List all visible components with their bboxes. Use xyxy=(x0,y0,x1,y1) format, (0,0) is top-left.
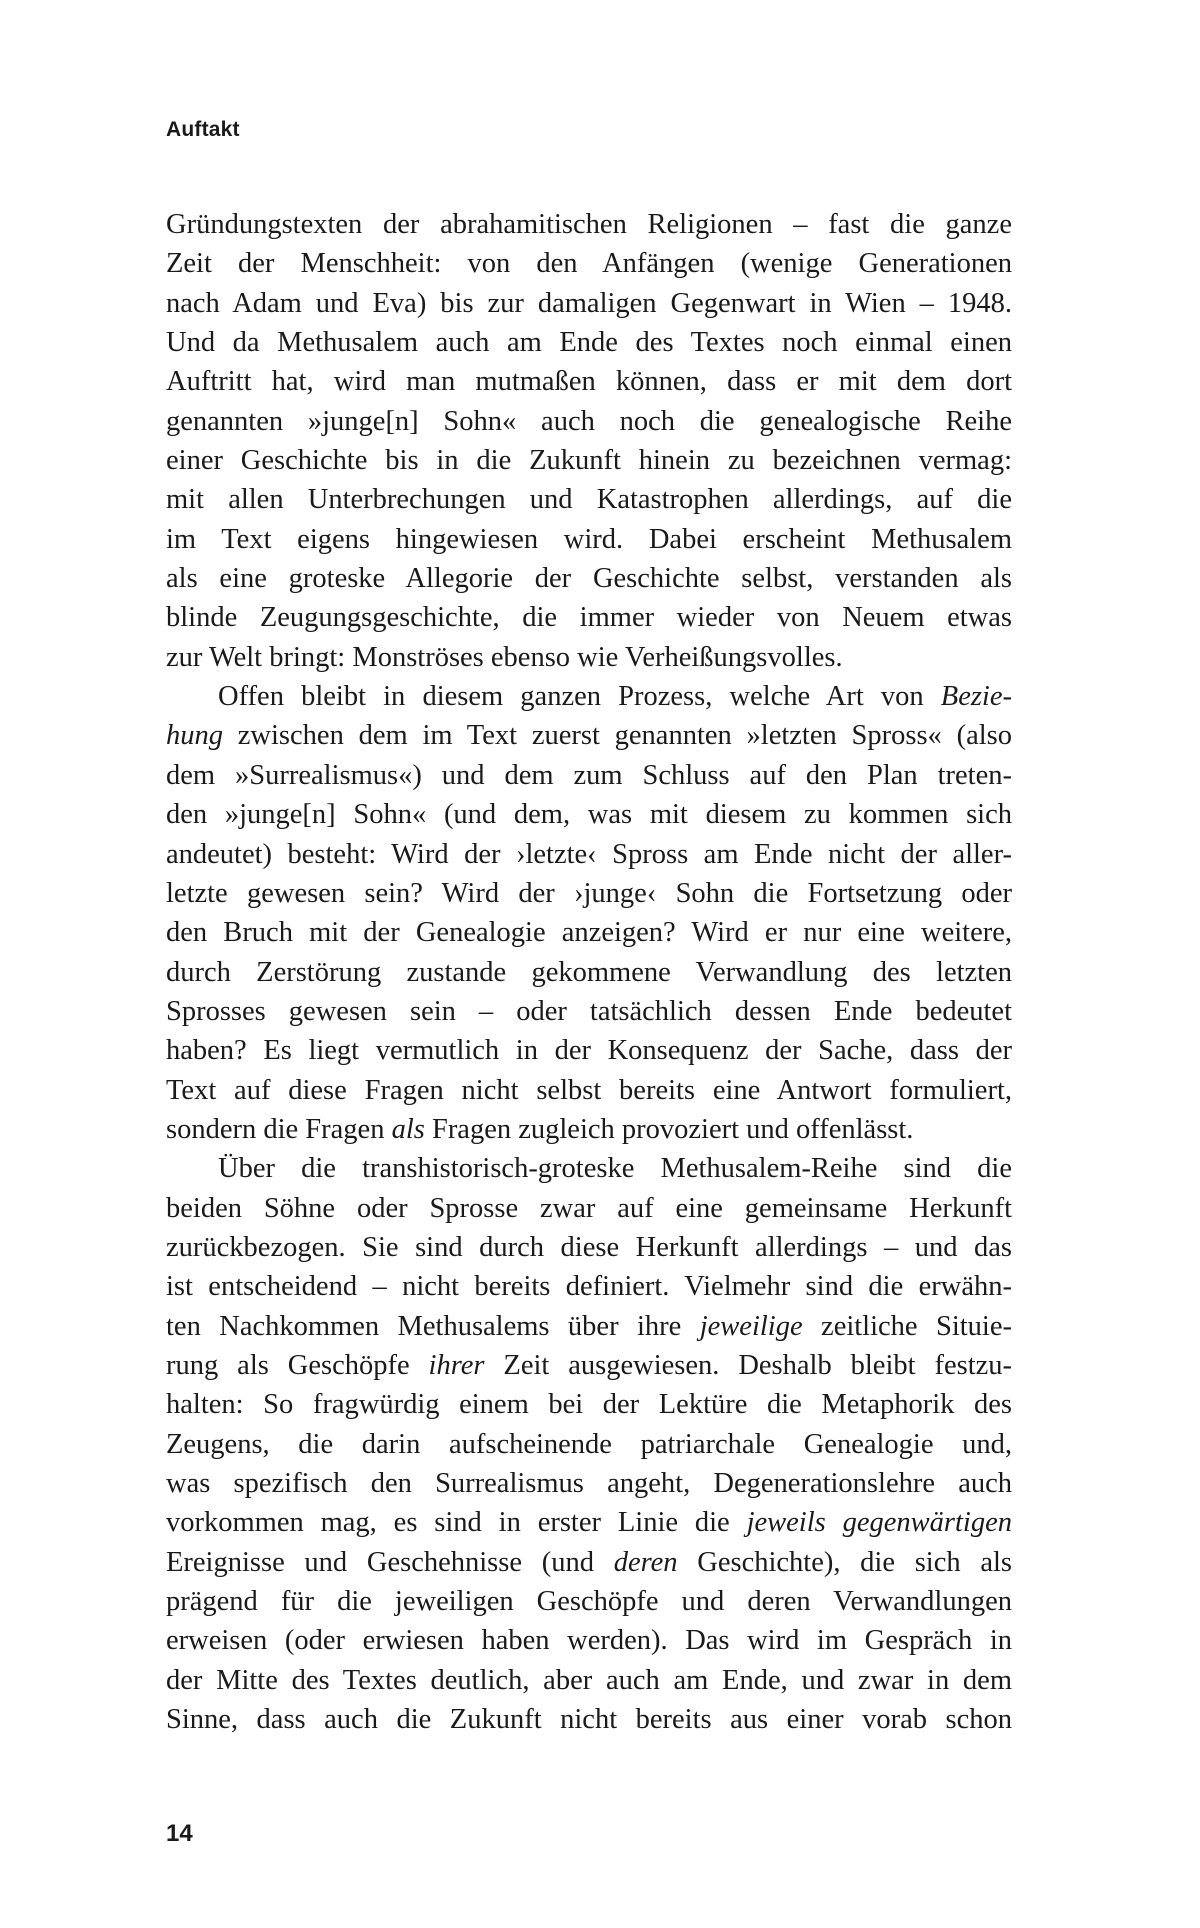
text-line: mit allen Unterbrechungen und Katastrophen allerdings, auf die xyxy=(166,484,1012,516)
text-line: als eine groteske Allegorie der Geschichte selbst, verstanden als xyxy=(166,563,1012,595)
text-line: Sinne, dass auch die Zukunft nicht bereits aus einer vorab schon xyxy=(166,1704,1012,1736)
text-line: Und da Methusalem auch am Ende des Textes noch einmal einen xyxy=(166,327,1012,359)
text-line: zur Welt bringt: Monströses ebenso wie Verheißungsvolles. xyxy=(166,641,843,673)
text-line: Auftritt hat, wird man mutmaßen können, dass er mit dem dort xyxy=(166,366,1012,398)
text-line: haben? Es liegt vermutlich in der Konsequenz der Sache, dass der xyxy=(166,1035,1012,1067)
text-line: Text auf diese Fragen nicht selbst bereits eine Antwort formuliert, xyxy=(166,1074,1012,1106)
text-line: was spezifisch den Surrealismus angeht, Degenerationslehre auch xyxy=(166,1468,1012,1499)
text-line: Zeit der Menschheit: von den Anfängen (wenige Generationen xyxy=(166,248,1012,280)
text-line: einer Geschichte bis in die Zukunft hinein zu bezeichnen vermag: xyxy=(166,445,1012,477)
text-line: beiden Söhne oder Sprosse zwar auf eine gemeinsame Herkunft xyxy=(166,1192,1012,1224)
text-line: erweisen (oder erwiesen haben werden). Das wird im Gespräch in xyxy=(166,1625,1012,1657)
text-line: vorkommen mag, es sind in erster Linie die jeweils gegenwärtigen xyxy=(166,1507,1012,1539)
text-line: den Bruch mit der Genealogie anzeigen? Wird er nur eine weitere, xyxy=(166,917,1012,949)
text-line: Über die transhistorisch-groteske Methusalem-Reihe sind die xyxy=(218,1153,1012,1185)
text-line: andeutet) besteht: Wird der ›letzte‹ Spross am Ende nicht der aller- xyxy=(166,838,1012,870)
running-head: Auftakt xyxy=(166,118,240,141)
text-line: Sprosses gewesen sein – oder tatsächlich dessen Ende bedeutet xyxy=(166,995,1012,1027)
text-line: der Mitte des Textes deutlich, aber auch am Ende, und zwar in dem xyxy=(166,1664,1012,1696)
page-number: 14 xyxy=(166,1820,193,1847)
text-line: sondern die Fragen als Fragen zugleich provoziert und offenlässt. xyxy=(166,1113,914,1145)
text-line: Ereignisse und Geschehnisse (und deren Geschichte), die sich als xyxy=(166,1546,1012,1578)
text-line: blinde Zeugungsgeschichte, die immer wieder von Neuem etwas xyxy=(166,602,1012,634)
text-line: durch Zerstörung zustande gekommene Verwandlung des letzten xyxy=(166,956,1012,988)
text-line: letzte gewesen sein? Wird der ›junge‹ Sohn die Fortsetzung oder xyxy=(166,877,1012,909)
text-line: Offen bleibt in diesem ganzen Prozess, welche Art von Bezie- xyxy=(218,681,1012,713)
text-line: hung zwischen dem im Text zuerst genannten »letzten Spross« (also xyxy=(166,720,1012,752)
text-line: nach Adam und Eva) bis zur damaligen Gegenwart in Wien – 1948. xyxy=(166,287,1012,319)
text-line: ist entscheidend – nicht bereits definiert. Vielmehr sind die erwähn- xyxy=(166,1271,1012,1303)
text-line: Gründungstexten der abrahamitischen Religionen – fast die ganze xyxy=(166,209,1012,240)
text-line: halten: So fragwürdig einem bei der Lektüre die Metaphorik des xyxy=(166,1389,1012,1421)
text-line: dem »Surrealismus«) und dem zum Schluss auf den Plan treten- xyxy=(166,759,1012,791)
text-line: prägend für die jeweiligen Geschöpfe und deren Verwandlungen xyxy=(166,1586,1012,1618)
text-line: ten Nachkommen Methusalems über ihre jeweilige zeitliche Situie- xyxy=(166,1310,1012,1342)
text-line: den »junge[n] Sohn« (und dem, was mit diesem zu kommen sich xyxy=(166,799,1012,831)
text-line: zurückbezogen. Sie sind durch diese Herkunft allerdings – und das xyxy=(166,1231,1012,1263)
text-line: genannten »junge[n] Sohn« auch noch die genealogische Reihe xyxy=(166,405,1012,437)
text-line: Zeugens, die darin aufscheinende patriarchale Genealogie und, xyxy=(166,1428,1012,1460)
text-line: rung als Geschöpfe ihrer Zeit ausgewiesen. Deshalb bleibt festzu- xyxy=(166,1349,1013,1381)
text-line: im Text eigens hingewiesen wird. Dabei erscheint Methusalem xyxy=(166,523,1012,555)
body-text xyxy=(166,205,1012,1739)
